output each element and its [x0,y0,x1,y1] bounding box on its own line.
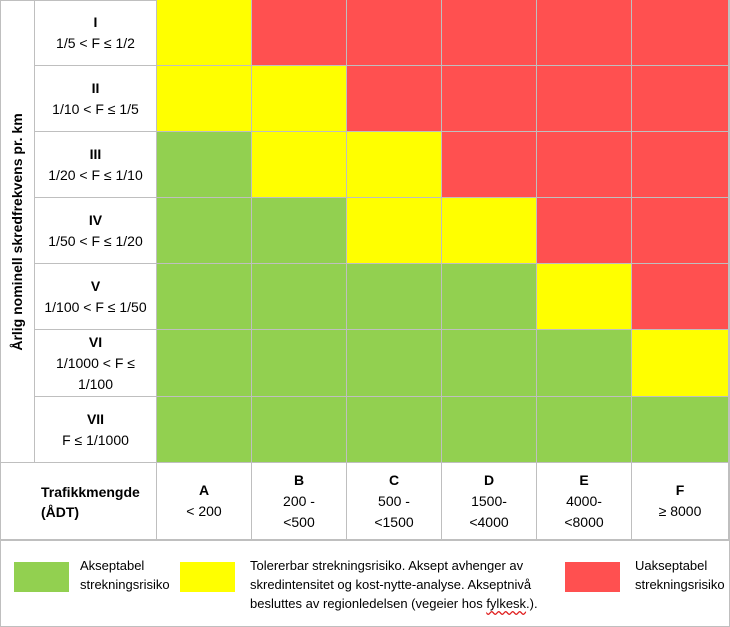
row-number: II [91,79,100,96]
column-range: 500 - <1500 [374,492,414,530]
legend-yellow-line2: skredintensitet og kost-nytte-analyse. Akseptnivå [250,577,532,592]
risk-cell-vii-b [252,397,347,463]
row-frequency: 1/5 < F ≤ 1/2 [56,34,135,51]
column-range: 4000- <8000 [564,492,604,530]
row-number: III [89,145,102,162]
row-number: VI [88,333,103,350]
legend-red-text [635,556,725,594]
risk-cell-iv-e [537,198,632,264]
risk-cell-iii-b [252,132,347,198]
column-letter: C [388,471,400,488]
row-number: I [93,13,98,30]
risk-cell-iii-f [632,132,729,198]
risk-cell-i-e [537,0,632,66]
row-header-iii [35,132,157,198]
risk-cell-ii-d [442,66,537,132]
legend-red-line2: strekningsrisiko [635,577,725,592]
risk-cell-i-f [632,0,729,66]
column-header-f [632,463,729,539]
legend-green-text [80,556,170,594]
risk-cell-i-d [442,0,537,66]
risk-cell-iii-a [157,132,252,198]
legend-yellow-line3-underlined: fylkesk [486,596,527,611]
legend-red-swatch [565,562,620,592]
risk-cell-vii-e [537,397,632,463]
column-letter: A [198,482,210,498]
column-range: 200 - <500 [283,492,315,530]
risk-cell-iv-b [252,198,347,264]
y-axis-label: Årlig nominell skredfrekvens pr. km [9,113,25,351]
row-frequency: 1/1000 < F ≤ 1/100 [56,354,135,392]
row-frequency: F ≤ 1/1000 [62,431,129,448]
legend-yellow-line3-pre: besluttes av regionledelsen (vegeier hos [250,596,487,611]
risk-cell-v-e [537,264,632,330]
column-range: 1500- <4000 [469,492,509,530]
risk-cell-vi-e [537,330,632,397]
risk-cell-v-c [347,264,442,330]
column-letter: B [293,471,305,488]
column-header-a [157,463,252,539]
risk-cell-i-b [252,0,347,66]
row-number: IV [88,211,103,228]
y-axis-cell [0,0,35,463]
row-frequency: 1/100 < F ≤ 1/50 [44,298,147,315]
column-letter: F [675,482,685,498]
row-number: VII [86,410,105,427]
risk-cell-v-f [632,264,729,330]
risk-cell-ii-b [252,66,347,132]
legend-yellow-text [250,556,538,613]
risk-cell-v-a [157,264,252,330]
row-header-i [35,0,157,66]
risk-cell-vii-d [442,397,537,463]
row-frequency: 1/50 < F ≤ 1/20 [48,232,143,249]
column-header-d [442,463,537,539]
risk-cell-iii-d [442,132,537,198]
row-number: V [90,277,101,294]
legend-yellow-line1: Tolererbar strekningsrisiko. Aksept avhenger av [250,558,524,573]
risk-cell-vi-a [157,330,252,397]
x-axis-label: Trafikkmengde (ÅDT) [35,463,157,539]
column-range: ≥ 8000 [658,503,702,519]
risk-cell-iii-e [537,132,632,198]
risk-cell-iv-a [157,198,252,264]
legend-green-line2: strekningsrisiko [80,577,170,592]
risk-cell-v-d [442,264,537,330]
risk-cell-vii-f [632,397,729,463]
legend [0,540,730,627]
risk-cell-ii-f [632,66,729,132]
risk-cell-vi-d [442,330,537,397]
row-header-iv [35,198,157,264]
legend-yellow-line3-post: .). [526,596,538,611]
legend-green-swatch [14,562,69,592]
risk-cell-iv-d [442,198,537,264]
column-letter: E [579,471,589,488]
column-header-c [347,463,442,539]
risk-cell-ii-e [537,66,632,132]
column-letter: D [483,471,495,488]
row-header-vi [35,330,157,397]
risk-cell-v-b [252,264,347,330]
column-header-b [252,463,347,539]
risk-cell-iv-f [632,198,729,264]
row-frequency: 1/10 < F ≤ 1/5 [52,100,139,117]
column-range: < 200 [186,503,222,519]
risk-cell-ii-a [157,66,252,132]
column-header-e [537,463,632,539]
risk-cell-vii-a [157,397,252,463]
risk-cell-i-a [157,0,252,66]
row-header-ii [35,66,157,132]
legend-red-line1: Uakseptabel [635,558,708,573]
legend-yellow-swatch [180,562,235,592]
legend-yellow-line3 [250,594,538,613]
row-frequency: 1/20 < F ≤ 1/10 [48,166,143,183]
risk-cell-vii-c [347,397,442,463]
row-header-vii [35,397,157,463]
risk-cell-vi-b [252,330,347,397]
risk-cell-vi-c [347,330,442,397]
risk-cell-vi-f [632,330,729,397]
risk-cell-i-c [347,0,442,66]
risk-cell-iv-c [347,198,442,264]
risk-cell-iii-c [347,132,442,198]
row-header-v [35,264,157,330]
risk-cell-ii-c [347,66,442,132]
legend-green-line1: Akseptabel [80,558,145,573]
